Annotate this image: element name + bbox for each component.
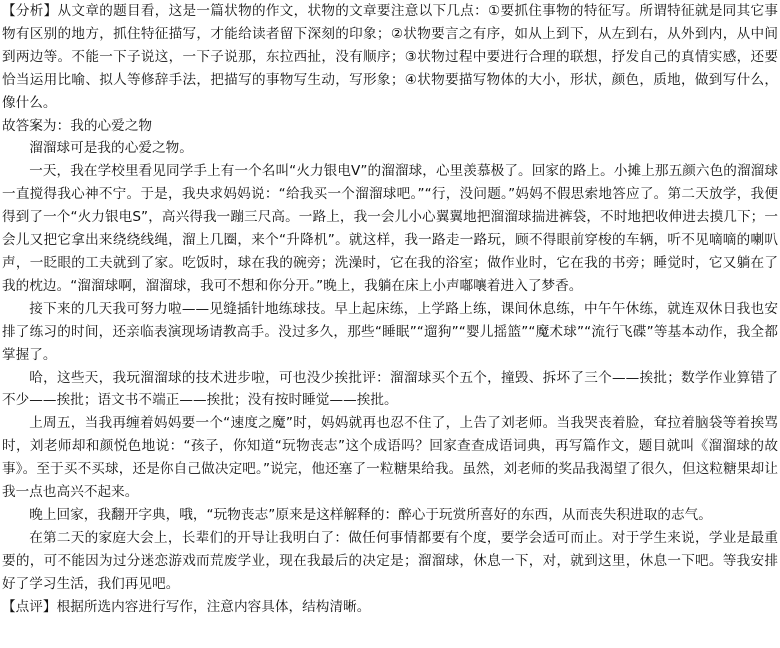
analysis-paragraph	[2, 0, 778, 115]
comment-paragraph	[2, 596, 778, 619]
analysis-text: 从文章的题目看，这是一篇状物的作文，状物的文章要注意以下几点：①要抓住事物的特征写。所谓特征就是同其它事物有区别的地方，抓住特征描写，才能给读者留下深刻的印象；②状物要言之有序，如从上到下，从左到右，从外到内，从中间到两边等。不能一下子说这，一下子说那，东拉西扯，没有顺序；③状物过程中要进行合理的联想，抒发自己的真情实感，还要恰当运用比喻、拟人等修辞手法，把描写的事物写生动，写形象；④状物要描写物体的大小，形状，颜色，质地，做到写什么，像什么。	[2, 3, 778, 111]
comment-text: 根据所选内容进行写作，注意内容具体，结构清晰。	[56, 598, 371, 615]
essay-paragraph: 哈，这些天，我玩溜溜球的技术进步啦，可也没少挨批评：溜溜球买个五个，撞毁、拆坏了三个——挨批；数学作业算错了不少——挨批；语文书不端正——挨批；没有按时睡觉——挨批。	[2, 369, 778, 409]
essay-paragraph: 晚上回家，我翻开字典，哦，“玩物丧志”原来是这样解释的：醉心于玩赏所喜好的东西，从而丧失积进取的志气。	[29, 506, 712, 523]
essay-paragraph: 接下来的几天我可努力啦——见缝插针地练球技。早上起床练，上学路上练，课间休息练，中午午休练，就连双休日我也安排了练习的时间，还亲临表演现场请教高手。没过多久，那些“睡眠”“遛狗”“婴儿摇篮”“魔术球”“流行飞碟”等基本动作，我全都掌握了。	[2, 300, 778, 363]
essay-paragraph: 上周五，当我再缠着妈妈要一个“速度之魔”时，妈妈就再也忍不住了，上告了刘老师。当我哭丧着脸，耷拉着脑袋等着挨骂时，刘老师却和颜悦色地说：“孩子，你知道“玩物丧志”这个成语吗？回家查查成语词典，再写篇作文，题目就叫《溜溜球的故事》。至于买不买球，还是你自己做决定吧。”说完，他还塞了一粒糖果给我。虽然，刘老师的奖品我渴望了很久，但这粒糖果却让我一点也高兴不起来。	[2, 415, 778, 501]
essay-paragraph: 溜溜球可是我的心爱之物。	[29, 140, 193, 157]
essay-paragraph: 在第二天的家庭大会上，长辈们的开导让我明白了：做任何事情都要有个度，要学会适可而止。对于学生来说，学业是最重要的，可不能因为过分迷恋游戏而荒废学业，现在我最后的决定是；溜溜球，休息一下，对，就到这里，休息一下吧。等我安排好了学习生活，我们再见吧。	[2, 529, 778, 592]
essay-paragraph: 一天，我在学校里看见同学手上有一个名叫“火力银电V”的溜溜球，心里羡慕极了。回家的路上。小摊上那五颜六色的溜溜球一直搅得我心神不宁。于是，我央求妈妈说：“给我买一个溜溜球吧。”“行，没问题。”妈妈不假思索地答应了。第二天放学，我便得到了一个“火力银电S”，高兴得我一蹦三尺高。一路上，我一会儿小心翼翼地把溜溜球揣进裤袋，不时地把收伸进去摸几下；一会儿又把它拿出来绕绕线绳，溜上几圈，来个“升降机”。就这样，我一路走一路玩，顾不得眼前穿梭的车辆，听不见嘀嘀的喇叭声，一眨眼的工夫就到了家。吃饭时，球在我的碗旁；洗澡时，它在我的浴室；做作业时，它在我的书旁；睡觉时，它又躺在了我的枕边。“溜溜球啊，溜溜球，我可不想和你分开。”晚上，我躺在床上小声嘟嚷着进入了梦香。	[2, 163, 778, 294]
document-body	[2, 0, 778, 618]
analysis-label: 【分析】	[2, 3, 58, 19]
comment-label: 【点评】	[2, 598, 57, 615]
answer-title: 故答案为：我的心爱之物	[2, 117, 153, 134]
